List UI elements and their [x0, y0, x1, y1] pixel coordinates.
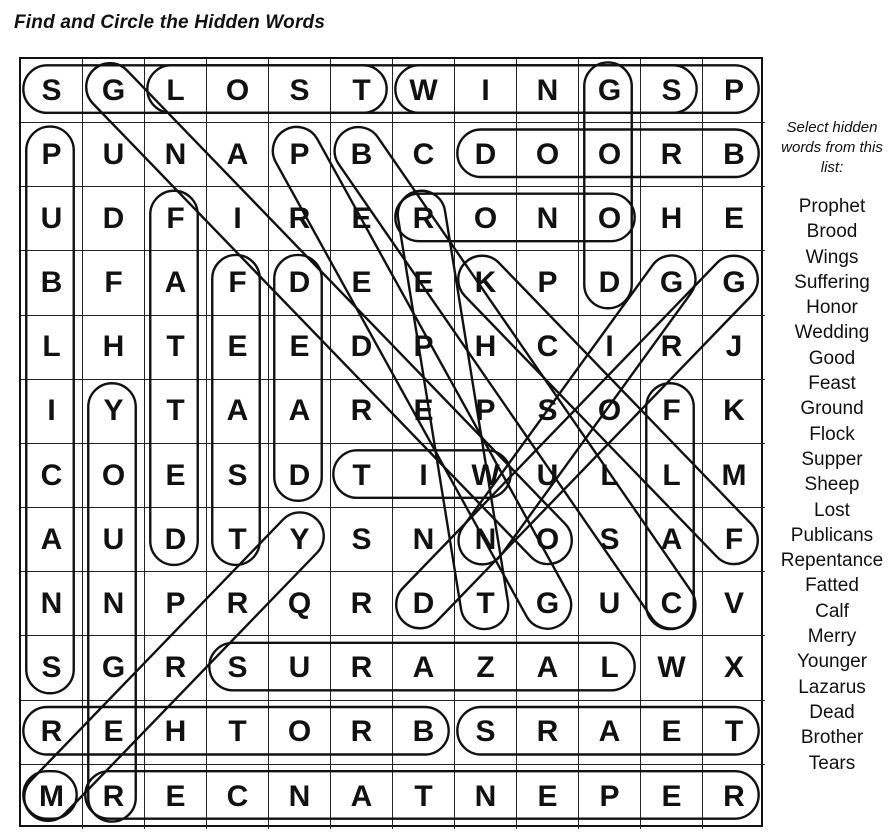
grid-cell[interactable]: D	[579, 251, 641, 315]
grid-cell[interactable]: Q	[269, 572, 331, 636]
grid-cell[interactable]: E	[145, 444, 207, 508]
grid-cell[interactable]: D	[331, 316, 393, 380]
word-search-grid	[19, 57, 763, 827]
grid-cell[interactable]: S	[207, 444, 269, 508]
grid-cell[interactable]: K	[703, 380, 765, 444]
grid-cell[interactable]: A	[207, 123, 269, 187]
grid-cell[interactable]: O	[517, 508, 579, 572]
grid-cell[interactable]: J	[703, 316, 765, 380]
grid-cell[interactable]: R	[641, 316, 703, 380]
grid-cell[interactable]: S	[21, 59, 83, 123]
grid-cell[interactable]: F	[145, 187, 207, 251]
grid-cell[interactable]: U	[269, 636, 331, 700]
grid-cell[interactable]: H	[145, 701, 207, 765]
grid-cell[interactable]: E	[145, 765, 207, 829]
word-list-item: Flock	[809, 423, 855, 445]
grid-cell[interactable]: G	[579, 59, 641, 123]
grid-cell[interactable]: B	[21, 251, 83, 315]
grid-cell[interactable]: R	[517, 701, 579, 765]
grid-cell[interactable]: O	[579, 187, 641, 251]
grid-cell[interactable]: P	[579, 765, 641, 829]
grid-cell[interactable]: G	[83, 636, 145, 700]
grid-cell[interactable]: U	[21, 187, 83, 251]
grid-cell[interactable]: O	[517, 123, 579, 187]
grid-cell[interactable]: R	[641, 123, 703, 187]
grid-cell[interactable]: I	[455, 59, 517, 123]
word-list-item: Ground	[800, 398, 864, 420]
instructions-text: Select hidden words from this list:	[781, 119, 883, 176]
grid-cell[interactable]: G	[703, 251, 765, 315]
grid-cell[interactable]: W	[393, 59, 455, 123]
grid-cell[interactable]: F	[83, 251, 145, 315]
grid-cell[interactable]: P	[269, 123, 331, 187]
grid-cell[interactable]: R	[331, 636, 393, 700]
grid-cell[interactable]: B	[331, 123, 393, 187]
grid-cell[interactable]: A	[641, 508, 703, 572]
grid-cell[interactable]: G	[517, 572, 579, 636]
word-list-item: Wedding	[794, 322, 870, 344]
grid-cell[interactable]: T	[207, 701, 269, 765]
word-list-item: Merry	[807, 626, 857, 648]
grid-cell[interactable]: A	[517, 636, 579, 700]
grid-cell[interactable]: L	[641, 444, 703, 508]
grid-cell[interactable]: C	[393, 123, 455, 187]
grid-cell[interactable]: L	[579, 636, 641, 700]
grid-cell[interactable]: F	[207, 251, 269, 315]
grid-cell[interactable]: R	[83, 765, 145, 829]
grid-cell[interactable]: R	[331, 572, 393, 636]
word-list-item: Supper	[801, 448, 863, 470]
grid-cell[interactable]: D	[83, 187, 145, 251]
grid-cell[interactable]: U	[579, 572, 641, 636]
grid-cell[interactable]: O	[207, 59, 269, 123]
grid-cell[interactable]: N	[145, 123, 207, 187]
word-list-item: Prophet	[798, 196, 866, 217]
word-list	[773, 194, 891, 776]
grid-cell[interactable]: E	[393, 380, 455, 444]
grid-cell[interactable]: B	[393, 701, 455, 765]
grid-cell[interactable]: X	[703, 636, 765, 700]
grid-cell[interactable]: S	[331, 508, 393, 572]
grid-cell[interactable]: A	[269, 380, 331, 444]
grid-cell[interactable]: N	[83, 572, 145, 636]
grid-cell[interactable]: E	[331, 251, 393, 315]
grid-cell[interactable]: R	[269, 187, 331, 251]
word-list-item: Lost	[814, 499, 850, 521]
grid-cell[interactable]: Y	[269, 508, 331, 572]
word-list-item: Honor	[806, 297, 858, 319]
grid-cell[interactable]: R	[207, 572, 269, 636]
word-list-item: Brood	[806, 221, 858, 243]
grid-cell[interactable]: L	[145, 59, 207, 123]
grid-cell[interactable]: N	[269, 765, 331, 829]
word-list-item: Brother	[800, 727, 864, 749]
grid-cell[interactable]: E	[83, 701, 145, 765]
grid-cell[interactable]: N	[21, 572, 83, 636]
grid-cell[interactable]: I	[579, 316, 641, 380]
grid-cell[interactable]: S	[517, 380, 579, 444]
grid-cell[interactable]: V	[703, 572, 765, 636]
grid-cell[interactable]: M	[703, 444, 765, 508]
grid-cell[interactable]: R	[393, 187, 455, 251]
grid-cell[interactable]: E	[269, 316, 331, 380]
word-list-item: Good	[808, 347, 856, 369]
word-list-item: Calf	[815, 600, 849, 622]
word-list-item: Dead	[809, 701, 855, 723]
grid-cell[interactable]: E	[393, 251, 455, 315]
grid-cell[interactable]: O	[455, 187, 517, 251]
grid-cell[interactable]: A	[207, 380, 269, 444]
word-list-panel	[773, 118, 891, 776]
grid-cell[interactable]: S	[207, 636, 269, 700]
grid-cell[interactable]: D	[145, 508, 207, 572]
grid-cell[interactable]: R	[331, 701, 393, 765]
grid-cell[interactable]: O	[83, 444, 145, 508]
grid-cell[interactable]: A	[579, 701, 641, 765]
grid-cell[interactable]: I	[21, 380, 83, 444]
grid-cell[interactable]: D	[269, 251, 331, 315]
grid-cell[interactable]: R	[21, 701, 83, 765]
grid-cell[interactable]: T	[331, 59, 393, 123]
grid-cell[interactable]: Y	[83, 380, 145, 444]
grid-cell[interactable]: U	[517, 444, 579, 508]
grid-cell[interactable]: D	[455, 123, 517, 187]
grid-cell[interactable]: W	[641, 636, 703, 700]
grid-cell[interactable]: S	[455, 701, 517, 765]
grid-cell[interactable]: U	[83, 508, 145, 572]
grid-cell[interactable]: C	[207, 765, 269, 829]
grid-cell[interactable]: G	[83, 59, 145, 123]
grid-cell[interactable]: D	[393, 572, 455, 636]
grid-cell[interactable]: L	[579, 444, 641, 508]
grid-cell[interactable]: P	[703, 59, 765, 123]
grid-cell[interactable]: N	[517, 187, 579, 251]
grid-cell[interactable]: K	[455, 251, 517, 315]
grid-cell[interactable]: R	[145, 636, 207, 700]
grid-cell[interactable]: S	[641, 59, 703, 123]
grid-cell[interactable]: N	[455, 508, 517, 572]
grid-cell[interactable]: C	[21, 444, 83, 508]
word-list-item: Younger	[796, 651, 868, 673]
word-list-item: Feast	[808, 373, 856, 395]
grid-cell[interactable]: S	[579, 508, 641, 572]
word-list-item: Publicans	[790, 524, 874, 546]
grid-cell[interactable]: T	[455, 572, 517, 636]
grid-cell[interactable]: D	[269, 444, 331, 508]
grid-cell[interactable]: A	[331, 765, 393, 829]
grid-cell[interactable]: O	[269, 701, 331, 765]
grid-cell[interactable]: E	[641, 765, 703, 829]
grid-cell[interactable]: I	[393, 444, 455, 508]
grid-cell[interactable]: G	[641, 251, 703, 315]
grid-cell[interactable]: S	[269, 59, 331, 123]
grid-cell[interactable]: A	[393, 636, 455, 700]
grid-cell[interactable]: T	[145, 380, 207, 444]
grid-cell[interactable]: P	[21, 123, 83, 187]
word-list-item: Suffering	[794, 271, 870, 293]
grid-cell[interactable]: B	[703, 123, 765, 187]
grid-cell[interactable]: F	[703, 508, 765, 572]
grid-cell[interactable]: E	[331, 187, 393, 251]
grid-cell[interactable]: C	[641, 572, 703, 636]
grid-cell[interactable]: T	[393, 765, 455, 829]
grid-cell[interactable]: N	[455, 765, 517, 829]
grid-cell[interactable]: E	[641, 701, 703, 765]
grid-cell[interactable]: T	[703, 701, 765, 765]
grid-cell[interactable]: R	[723, 779, 745, 813]
word-list-item: Wings	[805, 246, 859, 268]
grid-cell[interactable]: O	[579, 380, 641, 444]
grid-cell[interactable]: H	[455, 316, 517, 380]
grid-cell[interactable]: P	[455, 380, 517, 444]
grid-cell[interactable]: T	[331, 444, 393, 508]
grid-cell[interactable]: R	[331, 380, 393, 444]
page-title: Find and Circle the Hidden Words	[14, 12, 326, 33]
grid-cell[interactable]: P	[393, 316, 455, 380]
grid-cell[interactable]: H	[641, 187, 703, 251]
grid-cell[interactable]: S	[21, 636, 83, 700]
word-list-item: Repentance	[780, 550, 884, 572]
grid-cell[interactable]: U	[83, 123, 145, 187]
grid-cell[interactable]: A	[145, 251, 207, 315]
word-list-item: Fatted	[805, 575, 859, 597]
grid-cell[interactable]: H	[83, 316, 145, 380]
grid-cell[interactable]: L	[21, 316, 83, 380]
grid-cell[interactable]: Z	[455, 636, 517, 700]
grid-cell[interactable]: F	[641, 380, 703, 444]
grid-cell[interactable]: E	[207, 316, 269, 380]
grid-cell[interactable]: E	[703, 187, 765, 251]
word-list-item: Lazarus	[798, 676, 866, 698]
word-list-item: Sheep	[804, 474, 860, 496]
grid-cell[interactable]: O	[579, 123, 641, 187]
grid-cell[interactable]: P	[145, 572, 207, 636]
grid-cell[interactable]: P	[517, 251, 579, 315]
grid-cell[interactable]: I	[207, 187, 269, 251]
grid-cell[interactable]: M	[21, 765, 83, 829]
grid-cell[interactable]: N	[517, 59, 579, 123]
grid-cell[interactable]: C	[517, 316, 579, 380]
grid-cell[interactable]: E	[517, 765, 579, 829]
grid-cell[interactable]: T	[207, 508, 269, 572]
word-list-item: Tears	[808, 752, 856, 774]
grid-cell[interactable]: T	[145, 316, 207, 380]
grid-cell[interactable]: A	[21, 508, 83, 572]
grid-cell[interactable]: W	[455, 444, 517, 508]
grid-cell[interactable]: N	[393, 508, 455, 572]
